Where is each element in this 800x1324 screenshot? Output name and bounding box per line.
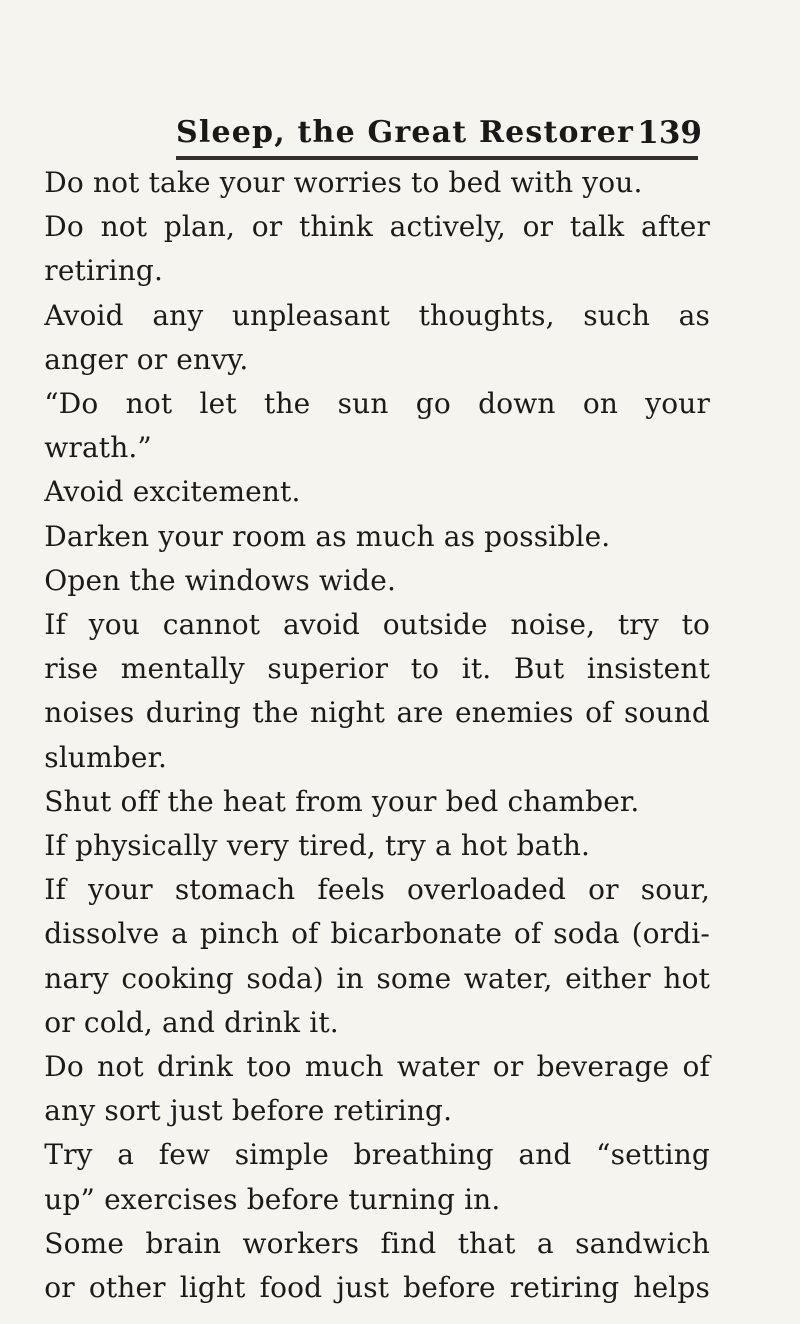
paragraph-8-line-2: rise mentally superior to it. But insistent [44,652,710,686]
paragraph-6 [42,515,710,559]
paragraph-8-line-1: If you cannot avoid outside noise, try to [44,608,710,642]
page-number: 139 [637,115,702,151]
header-rule [176,156,698,160]
paragraph-14 [42,1222,710,1310]
paragraph-6-line-1: Darken your room as much as possible. [44,519,611,553]
paragraph-12-line-2: any sort just before retiring. [44,1094,453,1128]
paragraph-2-line-1: Do not plan, or think actively, or talk after [44,210,710,244]
paragraph-11-line-1: If your stomach feels overloaded or sour, [44,873,710,907]
paragraph-4 [42,382,710,470]
paragraph-14-line-1: Some brain workers find that a sandwich [44,1226,710,1260]
paragraph-7-line-1: Open the windows wide. [44,563,397,597]
paragraph-14-line-2: or other light food just before retiring helps [44,1271,710,1305]
paragraph-4-line-2: wrath.” [44,431,152,465]
page-body [42,161,710,1310]
paragraph-3-line-1: Avoid any unpleasant thoughts, such as [44,298,710,332]
paragraph-11-line-4: or cold, and drink it. [44,1005,339,1039]
paragraph-8-line-4: slumber. [44,740,168,774]
paragraph-13 [42,1133,710,1221]
paragraph-1 [42,161,710,205]
paragraph-12 [42,1045,710,1133]
paragraph-2-line-2: retiring. [44,254,164,288]
paragraph-12-line-1: Do not drink too much water or beverage of [44,1050,710,1084]
paragraph-11 [42,868,710,1045]
paragraph-3-line-2: anger or envy. [44,342,249,376]
paragraph-13-line-1: Try a few simple breathing and “setting [44,1138,710,1172]
running-head-title [176,112,634,154]
paragraph-11-line-3: nary cooking soda) in some water, either hot [44,961,710,995]
paragraph-7 [42,559,710,603]
paragraph-8-line-3: noises during the night are enemies of sound [44,696,710,730]
running-head [176,112,702,160]
paragraph-10 [42,824,710,868]
paragraph-13-line-2: up” exercises before turning in. [44,1182,501,1216]
paragraph-5 [42,470,710,514]
running-head-title-text: Sleep, the Great Restorer [176,115,635,150]
paragraph-2 [42,205,710,293]
paragraph-3 [42,294,710,382]
paragraph-8 [42,603,710,780]
paragraph-9-line-1: Shut off the heat from your bed chamber. [44,784,640,818]
paragraph-10-line-1: If physically very tired, try a hot bath. [44,829,591,863]
paragraph-4-line-1: “Do not let the sun go down on your [44,387,710,421]
paragraph-5-line-1: Avoid excitement. [44,475,301,509]
paragraph-1-line-1: Do not take your worries to bed with you. [44,166,643,199]
paragraph-9 [42,780,710,824]
paragraph-11-line-2: dissolve a pinch of bicarbonate of soda (ordi- [44,917,710,951]
